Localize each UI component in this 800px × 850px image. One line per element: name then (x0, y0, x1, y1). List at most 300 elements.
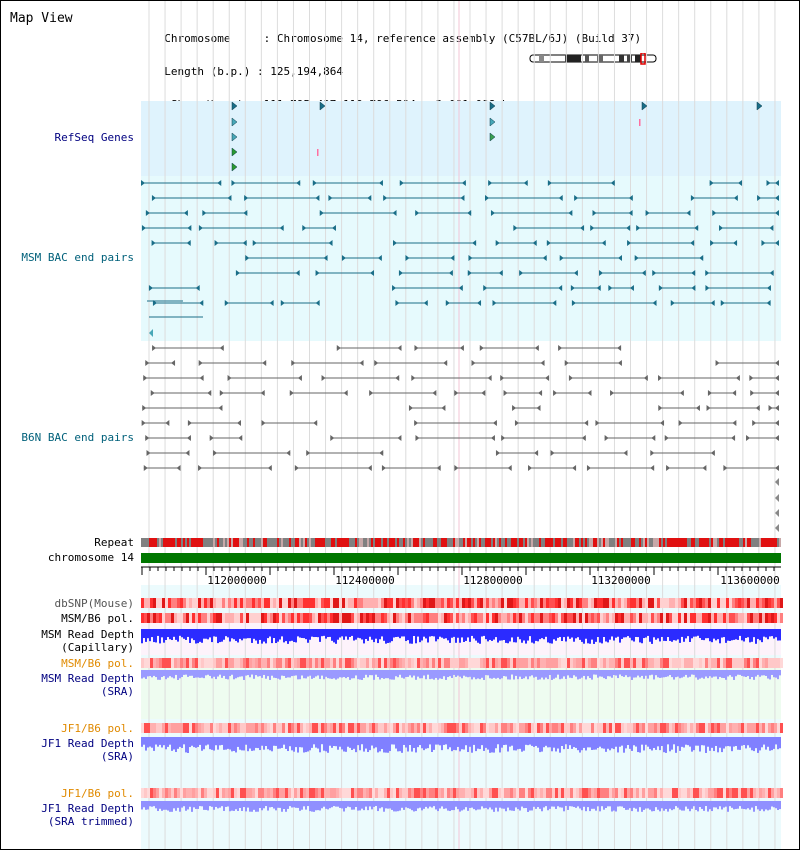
jf1-sra-depth-bar (473, 737, 475, 745)
repeat-segment (283, 538, 285, 547)
heat-cell (741, 613, 744, 623)
jf1-trimmed-depth-bar (493, 801, 495, 812)
msm-sra-depth-bar (293, 670, 295, 676)
heat-cell (462, 658, 465, 668)
heat-cell (225, 658, 228, 668)
jf1-sra-depth-bar (537, 737, 539, 748)
msm-sra-depth-bar (551, 670, 553, 680)
b6n-pair-end (491, 435, 495, 441)
msm-sra-depth-bar (383, 670, 385, 679)
heat-cell (411, 723, 414, 733)
heat-cell (246, 598, 249, 608)
heat-cell (588, 613, 591, 623)
heat-cell (612, 788, 615, 798)
jf1-sra-depth-bar (215, 737, 217, 745)
repeat-segment (683, 538, 685, 547)
msm-sra-depth-bar (387, 670, 389, 678)
jf1-sra-depth-bar (513, 737, 515, 750)
heat-cell (174, 658, 177, 668)
capillary-depth-bar (375, 629, 377, 639)
ruler-label: 112000000 (207, 574, 267, 587)
capillary-depth-bar (161, 629, 163, 637)
repeat-segment (717, 538, 719, 547)
b6n-pair-end (379, 450, 383, 456)
jf1-trimmed-depth-bar (529, 801, 531, 811)
jf1-trimmed-depth-bar (205, 801, 207, 810)
repeat-segment (383, 538, 385, 547)
jf1-sra-depth-bar (145, 737, 147, 751)
capillary-depth-bar (337, 629, 339, 640)
capillary-depth-bar (645, 629, 647, 638)
capillary-depth-bar (467, 629, 469, 637)
capillary-depth-bar (347, 629, 349, 640)
capillary-depth-bar (309, 629, 311, 640)
jf1-trimmed-depth-bar (669, 801, 671, 809)
msm-sra-depth-bar (481, 670, 483, 678)
heat-cell (693, 613, 696, 623)
heat-cell (615, 723, 618, 733)
msm-sra-depth-bar (737, 670, 739, 675)
heat-cell (567, 613, 570, 623)
heat-cell (219, 723, 222, 733)
msm-sra-depth-bar (359, 670, 361, 680)
heat-cell (156, 613, 159, 623)
heat-cell (381, 598, 384, 608)
capillary-depth-bar (445, 629, 447, 638)
heat-cell (444, 658, 447, 668)
jf1-trimmed-depth-bar (297, 801, 299, 808)
jf1-trimmed-depth-bar (357, 801, 359, 811)
jf1-trimmed-depth-bar (495, 801, 497, 808)
capillary-depth-bar (355, 629, 357, 640)
heat-cell (759, 658, 762, 668)
jf1-sra-depth-bar (247, 737, 249, 751)
heat-cell (195, 598, 198, 608)
jf1-sra-depth-bar (691, 737, 693, 752)
jf1-sra-depth-bar (267, 737, 269, 749)
jf1-trimmed-depth-bar (687, 801, 689, 809)
jf1-sra-depth-bar (481, 737, 483, 745)
repeat-segment (625, 538, 627, 547)
jf1-trimmed-depth-bar (473, 801, 475, 809)
jf1-trimmed-depth-bar (147, 801, 149, 809)
heat-cell (495, 613, 498, 623)
jf1-sra-depth-bar (701, 737, 703, 745)
heat-cell (360, 788, 363, 798)
heat-cell (255, 598, 258, 608)
heat-cell (372, 613, 375, 623)
heat-cell (438, 613, 441, 623)
b6n-pair-end (382, 465, 386, 471)
jf1-trimmed-depth-bar (569, 801, 571, 806)
msm-sra-depth-bar (571, 670, 573, 678)
b6n-pair-end (650, 450, 654, 456)
msm-sra-depth-bar (755, 670, 757, 677)
heat-cell (720, 658, 723, 668)
jf1-trimmed-depth-bar (641, 801, 643, 812)
heat-cell (471, 723, 474, 733)
jf1-trimmed-depth-bar (451, 801, 453, 810)
capillary-depth-bar (269, 629, 271, 637)
heat-cell (297, 723, 300, 733)
msm-sra-depth-bar (509, 670, 511, 680)
repeat-segment (211, 538, 213, 547)
heat-cell (717, 598, 720, 608)
heat-cell (672, 658, 675, 668)
heat-cell (453, 613, 456, 623)
jf1-sra-depth-bar (603, 737, 605, 749)
genome-tracks[interactable] (1, 1, 799, 849)
jf1-sra-depth-bar (703, 737, 705, 745)
repeat-segment (389, 538, 391, 547)
jf1-sra-depth-bar (141, 737, 143, 747)
heat-cell (291, 658, 294, 668)
heat-cell (195, 723, 198, 733)
capillary-depth-bar (507, 629, 509, 643)
heat-cell (699, 613, 702, 623)
heat-cell (282, 613, 285, 623)
heat-cell (552, 723, 555, 733)
heat-cell (360, 598, 363, 608)
jf1-sra-depth-bar (723, 737, 725, 749)
capillary-depth-bar (493, 629, 495, 640)
capillary-depth-bar (761, 629, 763, 642)
msm-sra-depth-bar (681, 670, 683, 678)
heat-cell (642, 723, 645, 733)
b6n-pair-end (177, 465, 181, 471)
heat-cell (753, 723, 756, 733)
repeat-segment (707, 538, 709, 547)
jf1-trimmed-depth-bar (453, 801, 455, 810)
capillary-depth-bar (595, 629, 597, 642)
heat-cell (345, 598, 348, 608)
heat-cell (375, 613, 378, 623)
heat-cell (312, 598, 315, 608)
jf1-sra-depth-bar (497, 737, 499, 744)
repeat-segment (403, 538, 405, 547)
heat-cell (549, 723, 552, 733)
heat-cell (546, 658, 549, 668)
jf1-sra-depth-bar (541, 737, 543, 752)
heat-cell (420, 723, 423, 733)
heat-cell (555, 613, 558, 623)
jf1-trimmed-depth-bar (511, 801, 513, 811)
heat-cell (570, 613, 573, 623)
heat-cell (465, 658, 468, 668)
repeat-segment (523, 538, 525, 547)
jf1-sra-depth-bar (143, 737, 145, 745)
heat-cell (201, 788, 204, 798)
jf1-sra-depth-bar (695, 737, 697, 746)
heat-cell (333, 788, 336, 798)
repeat-segment (461, 538, 463, 547)
jf1-sra-depth-bar (539, 737, 541, 752)
jf1-trimmed-depth-bar (179, 801, 181, 812)
heat-cell (681, 598, 684, 608)
heat-cell (309, 723, 312, 733)
jf1-trimmed-depth-bar (183, 801, 185, 806)
heat-cell (624, 658, 627, 668)
heat-cell (267, 658, 270, 668)
heat-cell (276, 723, 279, 733)
heat-cell (186, 658, 189, 668)
b6n-pair-end (441, 405, 445, 411)
heat-cell (462, 788, 465, 798)
jf1-sra-depth-bar (771, 737, 773, 750)
jf1-trimmed-depth-bar (521, 801, 523, 807)
repeat-segment (199, 538, 201, 547)
heat-cell (570, 598, 573, 608)
capillary-depth-bar (215, 629, 217, 637)
jf1-sra-depth-bar (639, 737, 641, 753)
heat-cell (225, 723, 228, 733)
heat-cell (270, 658, 273, 668)
b6n-pair-end (702, 465, 706, 471)
heat-cell (504, 723, 507, 733)
jf1-sra-depth-bar (319, 737, 321, 752)
repeat-segment (765, 538, 767, 547)
heat-cell (210, 658, 213, 668)
repeat-segment (727, 538, 729, 547)
heat-cell (555, 723, 558, 733)
heat-cell (720, 788, 723, 798)
heat-cell (414, 788, 417, 798)
repeat-segment (275, 538, 277, 547)
msm-sra-depth-bar (549, 670, 551, 675)
capillary-depth-bar (159, 629, 161, 643)
msm-sra-depth-bar (267, 670, 269, 676)
repeat-segment (637, 538, 639, 547)
heat-cell (195, 613, 198, 623)
msm-sra-depth-bar (641, 670, 643, 676)
heat-cell (156, 598, 159, 608)
heat-cell (168, 788, 171, 798)
heat-cell (267, 723, 270, 733)
heat-cell (609, 658, 612, 668)
msm-sra-depth-bar (145, 670, 147, 679)
heat-cell (387, 723, 390, 733)
repeat-segment (363, 538, 365, 547)
msm-sra-depth-bar (727, 670, 729, 676)
repeat-segment (241, 538, 243, 547)
repeat-segment (563, 538, 565, 547)
msm-sra-depth-bar (729, 670, 731, 675)
msm-sra-depth-bar (271, 670, 273, 676)
jf1-trimmed-depth-bar (209, 801, 211, 806)
msm-sra-depth-bar (299, 670, 301, 679)
repeat-segment (681, 538, 683, 547)
msm-sra-depth-bar (321, 670, 323, 676)
msm-sra-depth-bar (201, 670, 203, 678)
heat-cell (636, 613, 639, 623)
heat-cell (144, 723, 147, 733)
heat-cell (765, 613, 768, 623)
msm-sra-depth-bar (393, 670, 395, 680)
repeat-segment (715, 538, 717, 547)
heat-cell (471, 613, 474, 623)
heat-cell (702, 598, 705, 608)
repeat-segment (733, 538, 735, 547)
heat-cell (603, 788, 606, 798)
jf1-trimmed-depth-bar (525, 801, 527, 808)
msm-sra-depth-bar (597, 670, 599, 678)
capillary-depth-bar (713, 629, 715, 639)
msm-sra-depth-bar (757, 670, 759, 675)
heat-cell (696, 598, 699, 608)
heat-cell (243, 658, 246, 668)
repeat-segment (343, 538, 345, 547)
msm-sra-depth-bar (311, 670, 313, 679)
msm-sra-depth-bar (579, 670, 581, 679)
heat-cell (696, 723, 699, 733)
heat-cell (633, 613, 636, 623)
capillary-depth-bar (149, 629, 151, 641)
jf1-sra-depth-bar (675, 737, 677, 753)
heat-cell (660, 658, 663, 668)
heat-cell (339, 788, 342, 798)
jf1-sra-depth-bar (545, 737, 547, 746)
jf1-trimmed-depth-bar (689, 801, 691, 811)
msm-sra-depth-bar (429, 670, 431, 679)
msm-sra-depth-bar (257, 670, 259, 677)
heat-cell (339, 613, 342, 623)
msm-sra-depth-bar (527, 670, 529, 679)
b6n-pair-end (411, 375, 415, 381)
capillary-depth-bar (205, 629, 207, 639)
jf1-sra-depth-bar (575, 737, 577, 748)
heat-cell (621, 598, 624, 608)
heat-cell (471, 658, 474, 668)
jf1-trimmed-depth-bar (419, 801, 421, 808)
msm-sra-depth-bar (221, 670, 223, 678)
heat-cell (540, 598, 543, 608)
capillary-depth-bar (547, 629, 549, 642)
capillary-depth-bar (683, 629, 685, 642)
jf1-trimmed-depth-bar (291, 801, 293, 808)
msm-sra-depth-bar (451, 670, 453, 678)
heat-cell (636, 788, 639, 798)
capillary-depth-bar (281, 629, 283, 636)
jf1-trimmed-depth-bar (445, 801, 447, 808)
heat-cell (255, 788, 258, 798)
heat-cell (750, 613, 753, 623)
jf1-trimmed-depth-bar (683, 801, 685, 811)
heat-cell (651, 598, 654, 608)
heat-cell (363, 613, 366, 623)
heat-cell (540, 788, 543, 798)
msm-sra-depth-bar (461, 670, 463, 678)
jf1-trimmed-depth-bar (541, 801, 543, 811)
jf1-sra-depth-bar (299, 737, 301, 747)
repeat-segment (579, 538, 581, 547)
capillary-depth-bar (667, 629, 669, 637)
heat-cell (714, 598, 717, 608)
msm-sra-depth-bar (427, 670, 429, 675)
capillary-depth-bar (433, 629, 435, 636)
heat-cell (420, 658, 423, 668)
msm-sra-depth-bar (215, 670, 217, 679)
jf1-sra-depth-bar (347, 737, 349, 747)
b6n-pair-end (268, 465, 272, 471)
jf1-trimmed-depth-bar (543, 801, 545, 807)
heat-cell (483, 658, 486, 668)
heat-cell (399, 723, 402, 733)
repeat-segment (385, 538, 387, 547)
msm-sra-depth-bar (457, 670, 459, 676)
repeat-segment (477, 538, 479, 547)
heat-cell (531, 788, 534, 798)
repeat-segment (193, 538, 195, 547)
capillary-depth-bar (621, 629, 623, 639)
capillary-depth-bar (223, 629, 225, 640)
jf1-sra-depth-bar (757, 737, 759, 753)
jf1-trimmed-depth-bar (303, 801, 305, 806)
capillary-depth-bar (363, 629, 365, 643)
msm-sra-depth-bar (189, 670, 191, 676)
heat-cell (774, 723, 777, 733)
repeat-segment (415, 538, 417, 547)
repeat-segment (777, 538, 779, 547)
heat-cell (396, 723, 399, 733)
msm-sra-depth-bar (543, 670, 545, 680)
capillary-depth-bar (763, 629, 765, 637)
msm-sra-depth-bar (629, 670, 631, 677)
b6n-pair-end (374, 360, 378, 366)
jf1-trimmed-depth-bar (163, 801, 165, 810)
jf1-sra-depth-bar (353, 737, 355, 749)
heat-cell (504, 658, 507, 668)
heat-cell (777, 613, 780, 623)
b6n-pair-end (775, 375, 779, 381)
heat-cell (435, 658, 438, 668)
jf1-trimmed-depth-bar (505, 801, 507, 811)
heat-cell (423, 723, 426, 733)
msm-sra-depth-bar (473, 670, 475, 677)
heat-cell (720, 598, 723, 608)
capillary-depth-bar (647, 629, 649, 636)
msm-sra-depth-bar (347, 670, 349, 677)
jf1-sra-depth-bar (185, 737, 187, 752)
msm-sra-depth-bar (421, 670, 423, 678)
jf1-trimmed-depth-bar (485, 801, 487, 808)
heat-cell (507, 723, 510, 733)
heat-cell (672, 598, 675, 608)
capillary-depth-bar (633, 629, 635, 642)
heat-cell (159, 613, 162, 623)
b6n-pair-end (732, 420, 736, 426)
heat-cell (702, 723, 705, 733)
heat-cell (732, 723, 735, 733)
heat-cell (189, 658, 192, 668)
heat-cell (417, 658, 420, 668)
capillary-depth-bar (279, 629, 281, 640)
capillary-depth-bar (435, 629, 437, 641)
msm-sra-depth-bar (287, 670, 289, 677)
repeat-segment (267, 538, 269, 547)
b6n-pair-end (198, 465, 202, 471)
jf1-sra-depth-bar (265, 737, 267, 746)
heat-cell (705, 788, 708, 798)
jf1-sra-depth-bar (673, 737, 675, 744)
jf1-sra-depth-bar (517, 737, 519, 749)
jf1-trimmed-depth-bar (755, 801, 757, 806)
chromosome-label: chromosome 14 (47, 551, 134, 564)
jf1-trimmed-depth-bar (387, 801, 389, 809)
capillary-depth-bar (431, 629, 433, 636)
heat-cell (156, 723, 159, 733)
heat-cell (210, 723, 213, 733)
jf1-trimmed-depth-bar (391, 801, 393, 810)
